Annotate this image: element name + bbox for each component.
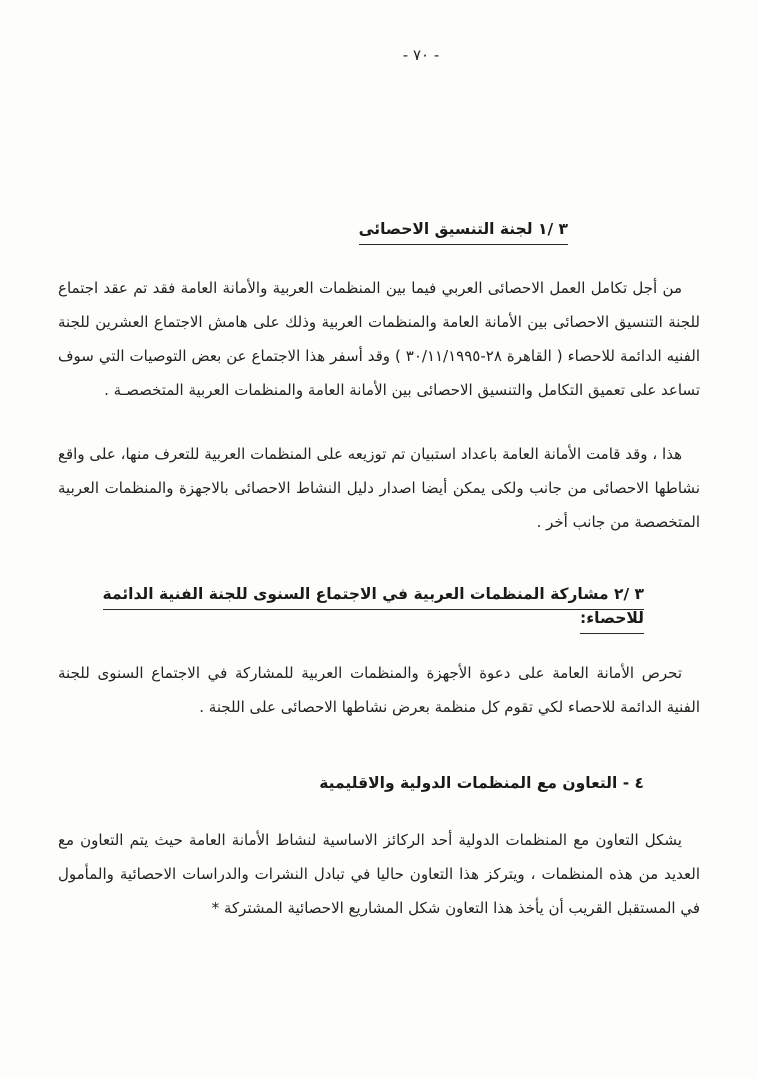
page-number: - ٧٠ -: [402, 46, 440, 64]
document-content: [58, 218, 700, 925]
section-heading-text: ٤ - التعاون مع المنظمات الدولية والاقليمية: [319, 773, 644, 792]
paragraph-international-cooperation: يشكل التعاون مع المنظمات الدولية أحد الركائز الاساسية لنشاط الأمانة العامة حيث يتم التعاون مع العديد من هذه المنظمات ، ويتركز هذا التعاون حاليا في تبادل النشرات والدراسات الاحصائية والمأمول في المستقبل القريب أن يأخذ هذا التعاون شكل المشاريع الاحصائية المشتركة *: [58, 831, 700, 917]
paragraph-questionnaire-distribution: هذا ، وقد قامت الأمانة العامة باعداد استبيان تم توزيعه على المنظمات العربية للتعرف منها، على واقع نشاطها الاحصائى من جانب ولكى يمكن أيضا اصدار دليل النشاط الاحصائى بالاجهزة والمنظمات العربية المتخصصة من جانب أخر .: [58, 445, 700, 532]
section-heading-text: ٣ /٢ مشاركة المنظمات العربية في الاجتماع السنوى للجنة الفنية الدائمة للاحصاء:: [103, 585, 644, 633]
section-heading-statistical-coordination-committee: [58, 218, 568, 241]
section-heading-international-regional-cooperation: [58, 772, 644, 795]
section-heading-text: ٣ /١ لجنة التنسيق الاحصائى: [359, 220, 568, 245]
section-heading-arab-organizations-participation: [58, 583, 644, 630]
paragraph-statistical-work-integration: من أجل تكامل العمل الاحصائى العربي فيما بين المنظمات العربية والأمانة العامة فقد تم عقد اجتماع للجنة التنسيق الاحصائى بين الأمانة العامة والمنظمات العربية وذلك على هامش الاجتماع العشرين للجنة الفنيه الدائمة للاحصاء ( القاهرة ٢٨-٣٠/١١/١٩٩٥ ) وقد أسفر هذا الاجتماع عن بعض التوصيات التي سوف تساعد على تعميق التكامل والتنسيق الاحصائى بين الأمانة العامة والمنظمات العربية المتخصصـة .: [58, 279, 701, 400]
paragraph-annual-meeting-invitation: تحرص الأمانة العامة على دعوة الأجهزة والمنظمات العربية للمشاركة في الاجتماع السنوى للجنة الفنية الدائمة للاحصاء لكي تقوم كل منظمة بعرض نشاطها الاحصائى على اللجنة .: [58, 663, 700, 716]
